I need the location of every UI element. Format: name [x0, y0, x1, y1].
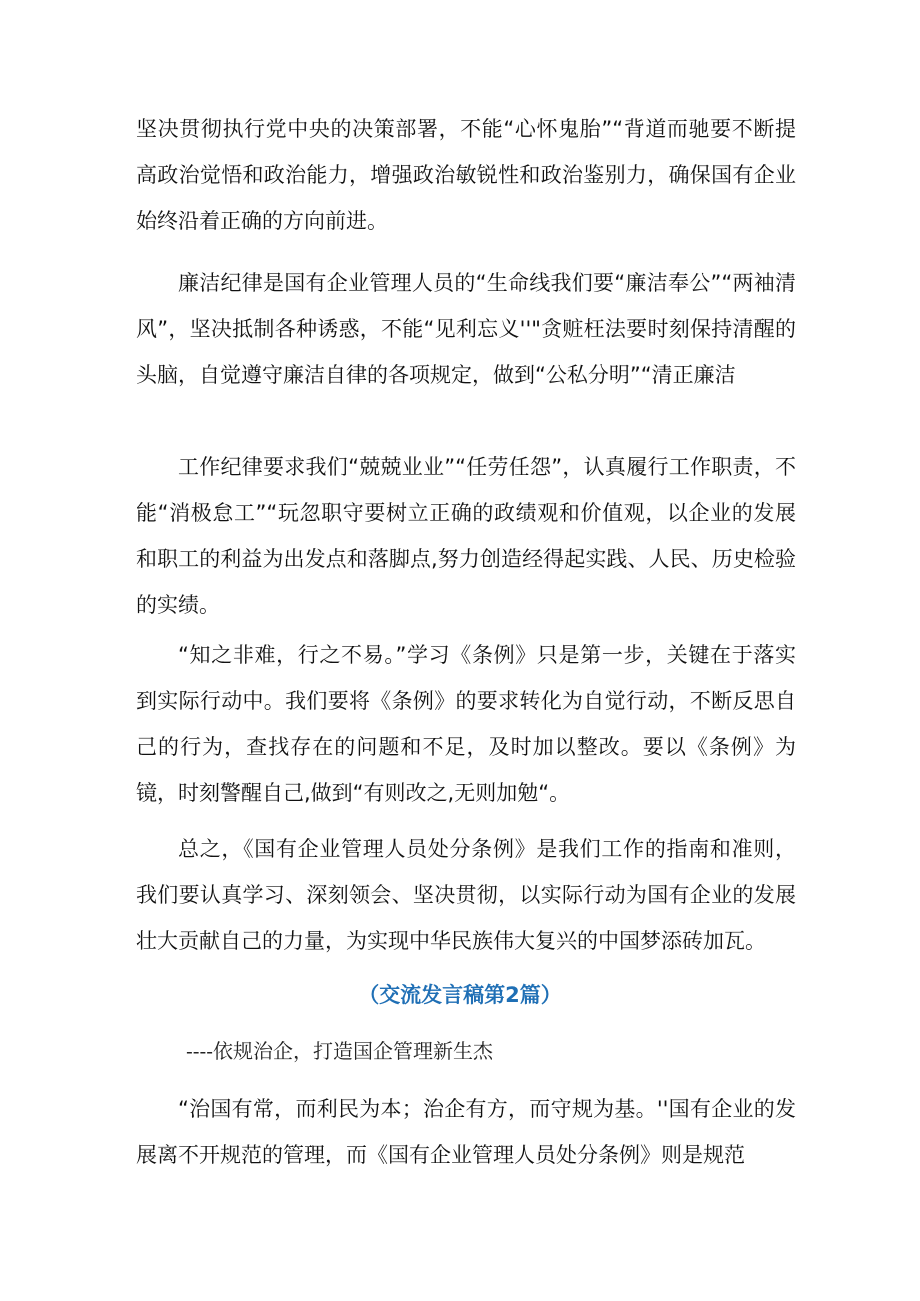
paragraph-conclusion: 总之，《国有企业管理人员处分条例》是我们工作的指南和准则，我们要认真学习、深刻领会、坚决贯彻，以实际行动为国有企业的发展壮大贡献自己的力量，为实现中华民族伟大复兴的中国梦添砖加瓦。 [136, 837, 796, 953]
section-subtitle: ----依规治企，打造国企管理新生杰 [186, 1039, 494, 1063]
section-heading: （交流发言稿第2篇） [358, 983, 562, 1007]
paragraph-knowing-doing: “知之非难，行之不易。”学习《条例》只是第一步，关键在于落实到实际行动中。我们要将《条例》的要求转化为自觉行动，不断反思自己的行为，查找存在的问题和不足，及时加以整改。要以《条例》为镜，时刻警醒自己,做到“有则改之,无则加勉“。 [136, 643, 796, 805]
paragraph-political-discipline: 坚决贯彻执行党中央的决策部署，不能“心怀鬼胎”“背道而驰要不断提高政治觉悟和政治能力，增强政治敏锐性和政治鉴别力，确保国有企业始终沿着正确的方向前进。 [136, 117, 796, 233]
paragraph-work-discipline: 工作纪律要求我们“兢兢业业”“任劳任怨”，认真履行工作职责，不能“消极怠工”“玩忽职守要树立正确的政绩观和价值观，以企业的发展和职工的利益为出发点和落脚点,努力创造经得起实践、人民、历史检验的实绩。 [136, 455, 796, 617]
paragraph-opening-quote: “治国有常，而利民为本；治企有方，而守规为基。''国有企业的发展离不开规范的管理，而《国有企业管理人员处分条例》则是规范 [136, 1097, 796, 1167]
paragraph-integrity-discipline: 廉洁纪律是国有企业管理人员的“生命线我们要“廉洁奉公”“两袖清风”，坚决抵制各种诱惑，不能“见利忘义''"贪赃枉法要时刻保持清醒的头脑，自觉遵守廉洁自律的各项规定，做到“公私分明”“清正廉洁 [136, 271, 796, 387]
